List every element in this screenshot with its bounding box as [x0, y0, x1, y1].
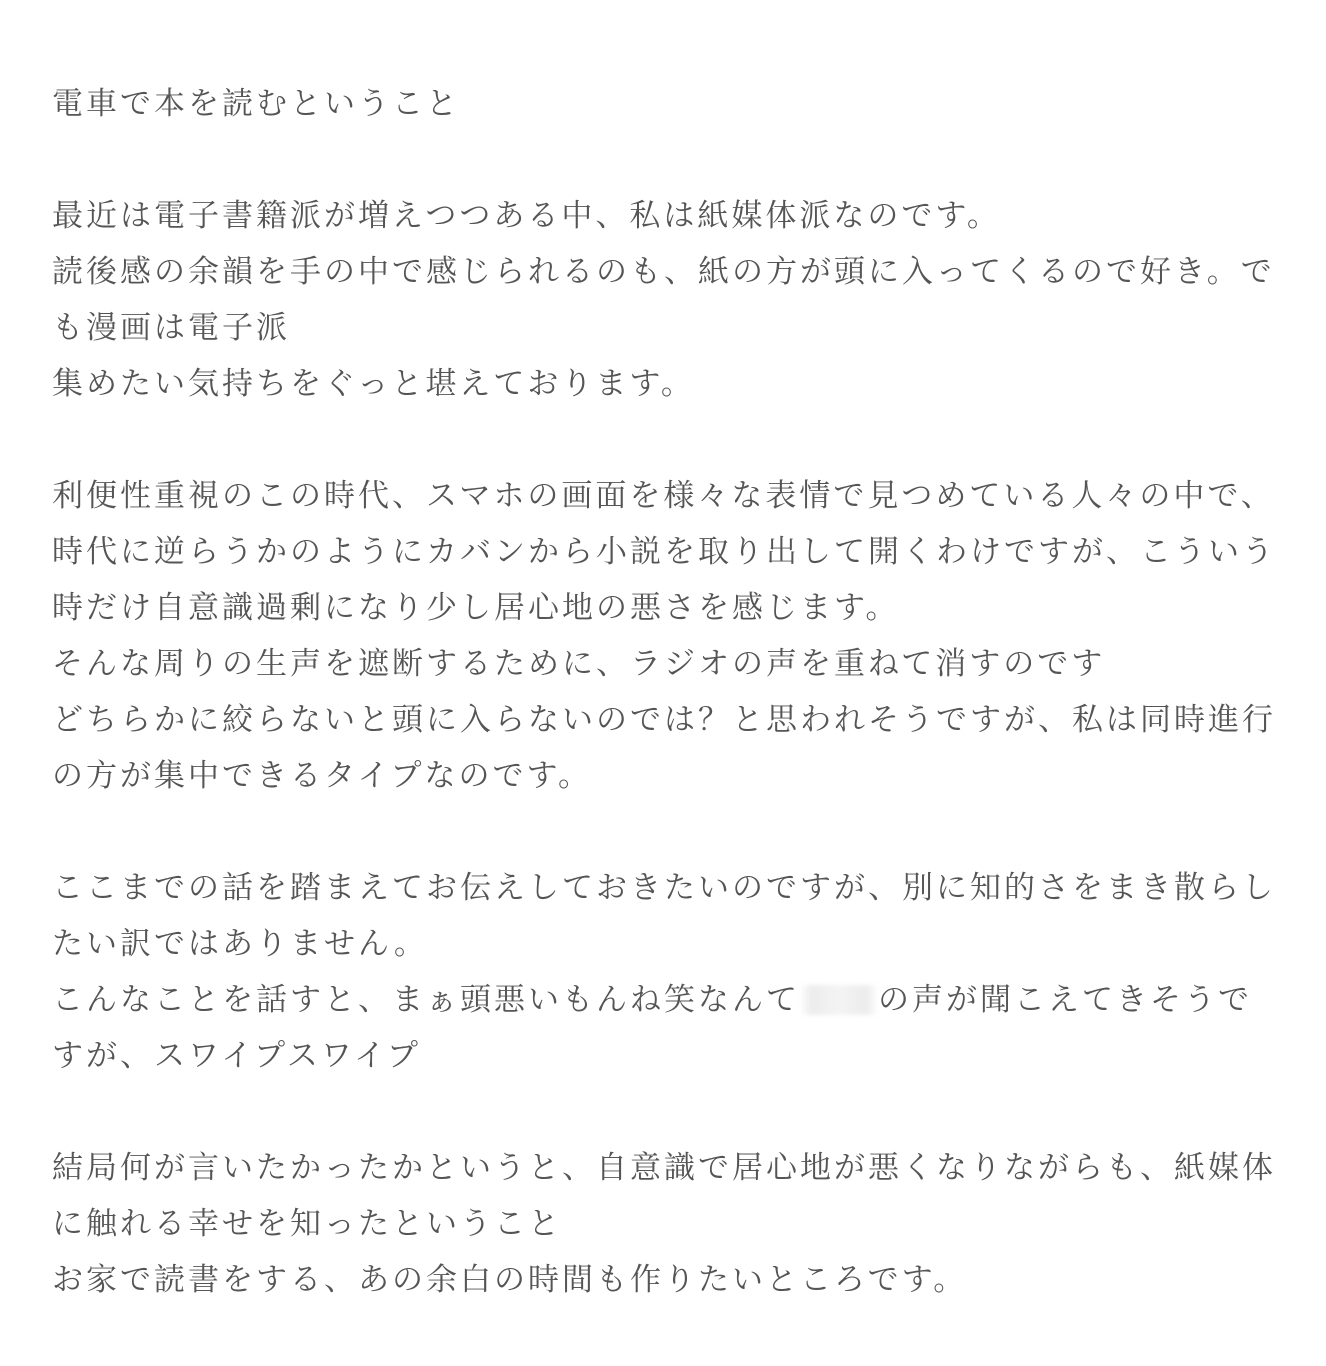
paragraph-3 — [52, 860, 1274, 1084]
text-line: どちらかに絞らないと頭に入らないのでは？と思われそうですが、私は同時進行 — [52, 702, 1276, 738]
article-title: 電車で本を読むということ — [52, 86, 460, 122]
text-line: 結局何が言いたかったかというと、自意識で居心地が悪くなりながらも、紙媒体 — [52, 1150, 1276, 1186]
text-line: お家で読書をする、あの余白の時間も作りたいところです。 — [52, 1262, 968, 1298]
text-line: 最近は電子書籍派が増えつつある中、私は紙媒体派なのです。 — [52, 198, 1001, 234]
text-segment: こんなことを話すと、まぁ頭悪いもんね笑なんて — [52, 982, 800, 1018]
text-line-with-redaction — [52, 972, 1274, 1028]
text-line: に触れる幸せを知ったということ — [52, 1206, 562, 1242]
text-line: も漫画は電子派 — [52, 310, 290, 346]
text-line: ここまでの話を踏まえてお伝えしておきたいのですが、別に知的さをまき散らし — [52, 870, 1276, 906]
redacted-text-blur — [800, 985, 878, 1015]
text-line: 読後感の余韻を手の中で感じられるのも、紙の方が頭に入ってくるので好き。で — [52, 254, 1275, 290]
text-line: 時だけ自意識過剰になり少し居心地の悪さを感じます。 — [52, 590, 900, 626]
paragraph-4 — [52, 1140, 1274, 1308]
text-line: たい訳ではありません。 — [52, 926, 428, 962]
text-line: の方が集中できるタイプなのです。 — [52, 758, 592, 794]
text-segment: の声が聞こえてきそうで — [878, 982, 1252, 1018]
text-line: 時代に逆らうかのようにカバンから小説を取り出して開くわけですが、こういう — [52, 534, 1276, 570]
text-line: すが、スワイプスワイプ — [52, 1038, 422, 1074]
paragraph-1 — [52, 188, 1274, 412]
text-line: 集めたい気持ちをぐっと堪えております。 — [52, 366, 695, 402]
paragraph-2 — [52, 468, 1274, 804]
text-line: 利便性重視のこの時代、スマホの画面を様々な表情で見つめている人々の中で、 — [52, 478, 1275, 514]
text-line: そんな周りの生声を遮断するために、ラジオの声を重ねて消すのです — [52, 646, 1106, 682]
